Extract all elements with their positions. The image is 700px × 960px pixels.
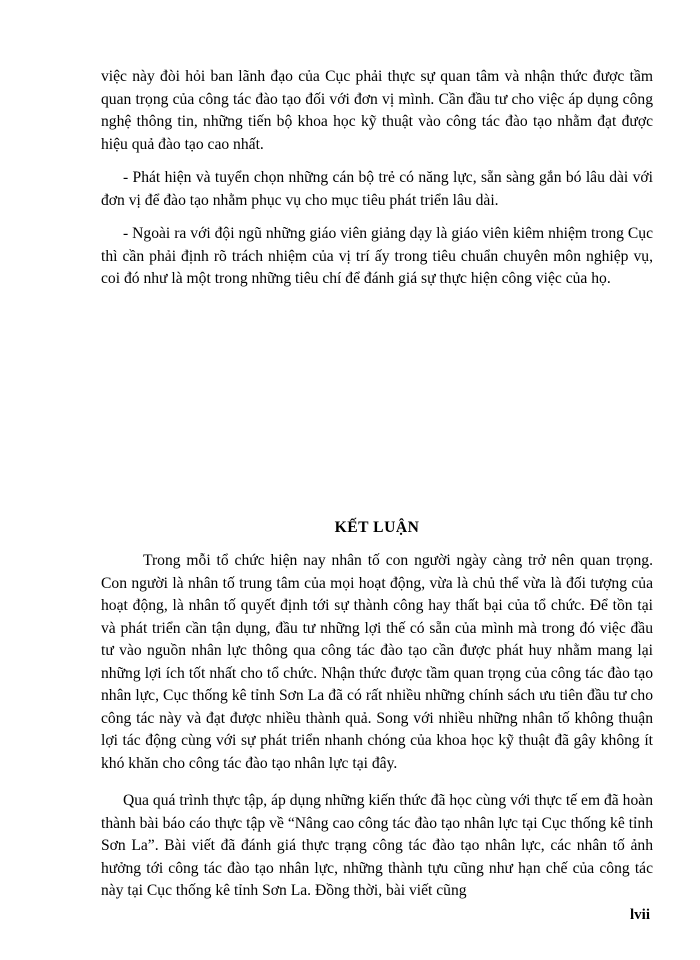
page-number: lvii <box>629 907 650 923</box>
top-text-block <box>101 66 653 291</box>
continuation-paragraph: việc này đòi hỏi ban lãnh đạo của Cục phải thực sự quan tâm và nhận thức được tầm quan trọng của công tác đào tạo đối với đơn vị mình. Cần đầu tư cho việc áp dụng công nghệ thông tin, những tiến bộ khoa học kỹ thuật vào công tác đào tạo nhằm đạt được hiệu quả đào tạo cao nhất. <box>101 68 653 153</box>
conclusion-section <box>101 550 653 903</box>
recommendation-bullet-2: - Ngoài ra với đội ngũ những giáo viên giảng dạy là giáo viên kiêm nhiệm trong Cục thì cần phải định rõ trách nhiệm của vị trí ấy trong tiêu chuẩn chuyên môn nghiệp vụ, coi đó như là một trong những tiêu chí để đánh giá sự thực hiện công việc của họ. <box>101 225 653 287</box>
conclusion-heading: KẾT LUẬN <box>334 519 420 536</box>
conclusion-paragraph-1: Trong mỗi tổ chức hiện nay nhân tố con người ngày càng trở nên quan trọng. Con người là nhân tố trung tâm của mọi hoạt động, vừa là chủ thể vừa là đối tượng của hoạt động, là nhân tố quyết định tới sự thành công hay thất bại của tổ chức. Để tồn tại và phát triển cần tận dụng, đầu tư những lợi thế có sẵn của mình mà trong đó việc đầu tư vào nguồn nhân lực thông qua công tác đào tạo cần được phát huy nhằm mang lại những lợi ích tốt nhất cho tổ chức. Nhận thức được tầm quan trọng của công tác đào tạo nhân lực, Cục thống kê tỉnh Sơn La đã có rất nhiều những chính sách ưu tiên đầu tư cho công tác này và đạt được nhiều thành quả. Song với nhiều những nhân tố không thuận lợi tác động cùng với sự phát triển nhanh chóng của khoa học kỹ thuật đã gây không ít khó khăn cho công tác đào tạo nhân lực tại đây. <box>101 552 653 772</box>
conclusion-paragraph-2: Qua quá trình thực tập, áp dụng những kiến thức đã học cùng với thực tế em đã hoàn thành bài báo cáo thực tập về “Nâng cao công tác đào tạo nhân lực tại Cục thống kê tỉnh Sơn La”. Bài viết đã đánh giá thực trạng công tác đào tạo nhân lực, các nhân tố ảnh hưởng tới công tác đào tạo nhân lực, những thành tựu cũng như hạn chế của công tác này tại Cục thống kê tỉnh Sơn La. Đồng thời, bài viết cũng <box>101 792 653 899</box>
recommendation-bullet-1: - Phát hiện và tuyển chọn những cán bộ trẻ có năng lực, sẵn sàng gắn bó lâu dài với đơn vị để đào tạo nhằm phục vụ cho mục tiêu phát triển lâu dài. <box>101 169 653 209</box>
